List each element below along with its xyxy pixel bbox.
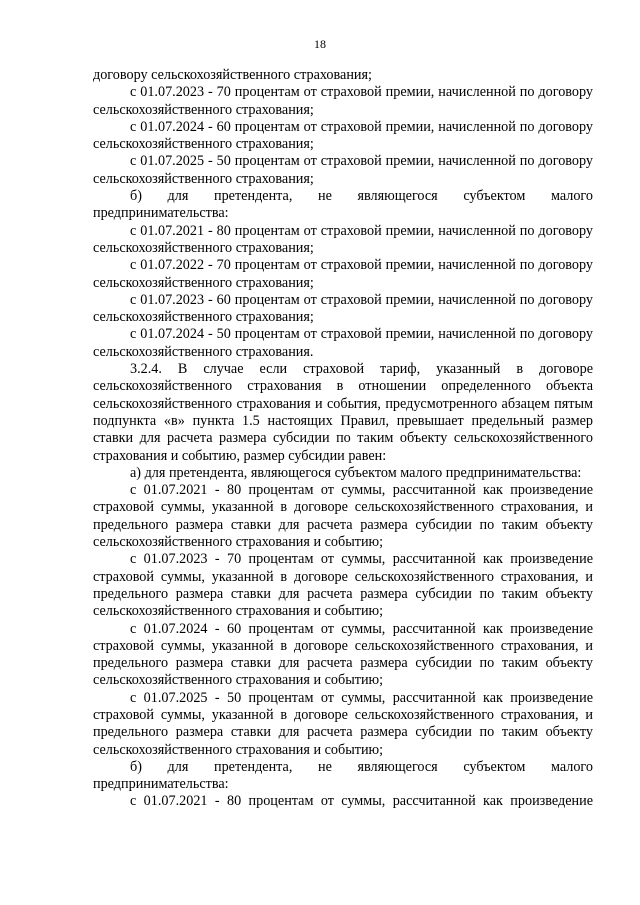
paragraph: б) для претендента, не являющегося субъектом малого предпринимательства: bbox=[93, 188, 593, 222]
paragraph: с 01.07.2025 - 50 процентам от страховой премии, начисленной по договору сельскохозяйственного страхования; bbox=[93, 153, 593, 187]
paragraph: с 01.07.2024 - 60 процентам от страховой премии, начисленной по договору сельскохозяйственного страхования; bbox=[93, 118, 593, 153]
document-body bbox=[93, 67, 593, 811]
paragraph: с 01.07.2021 - 80 процентам от суммы, рассчитанной как произведение страховой суммы, указанной в договоре сельскохозяйственного страхования, и предельного размера ставки для расчета размера субсидии по таким объекту сельскохозяйственного страхования и событию; bbox=[93, 482, 593, 551]
paragraph: 3.2.4. В случае если страховой тариф, указанный в договоре сельскохозяйственного страхования в отношении определенного объекта сельскохозяйственного страхования и события, предусмотренного абзацем пятым подпункта «в» пункта 1.5 настоящих Правил, превышает предельный размер ставки для расчета размера субсидии по таким объекту сельскохозяйственного страхования и событию, размер субсидии равен: bbox=[93, 361, 593, 464]
paragraph: с 01.07.2024 - 50 процентам от страховой премии, начисленной по договору сельскохозяйственного страхования. bbox=[93, 326, 593, 360]
paragraph: договору сельскохозяйственного страхования; bbox=[93, 67, 372, 83]
page-number: 18 bbox=[314, 37, 326, 51]
paragraph: с 01.07.2023 - 70 процентам от страховой премии, начисленной по договору сельскохозяйственного страхования; bbox=[93, 84, 593, 118]
paragraph: с 01.07.2021 - 80 процентам от страховой премии, начисленной по договору сельскохозяйственного страхования; bbox=[93, 222, 593, 256]
paragraph: б) для претендента, не являющегося субъектом малого предпринимательства: bbox=[93, 758, 593, 793]
paragraph: с 01.07.2023 - 60 процентам от страховой премии, начисленной по договору сельскохозяйственного страхования; bbox=[93, 291, 593, 326]
paragraph: с 01.07.2021 - 80 процентам от суммы, рассчитанной как произведение bbox=[130, 793, 593, 810]
paragraph: с 01.07.2025 - 50 процентам от суммы, рассчитанной как произведение страховой суммы, указанной в договоре сельскохозяйственного страхования, и предельного размера ставки для расчета размера субсидии по таким объекту сельскохозяйственного страхования и событию; bbox=[93, 689, 593, 758]
paragraph: с 01.07.2024 - 60 процентам от суммы, рассчитанной как произведение страховой суммы, указанной в договоре сельскохозяйственного страхования, и предельного размера ставки для расчета размера субсидии по таким объекту сельскохозяйственного страхования и событию; bbox=[93, 620, 593, 689]
paragraph: с 01.07.2022 - 70 процентам от страховой премии, начисленной по договору сельскохозяйственного страхования; bbox=[93, 257, 593, 291]
paragraph: а) для претендента, являющегося субъектом малого предпринимательства: bbox=[130, 464, 582, 481]
paragraph: с 01.07.2023 - 70 процентам от суммы, рассчитанной как произведение страховой суммы, указанной в договоре сельскохозяйственного страхования, и предельного размера ставки для расчета размера субсидии по таким объекту сельскохозяйственного страхования и событию; bbox=[93, 551, 593, 620]
